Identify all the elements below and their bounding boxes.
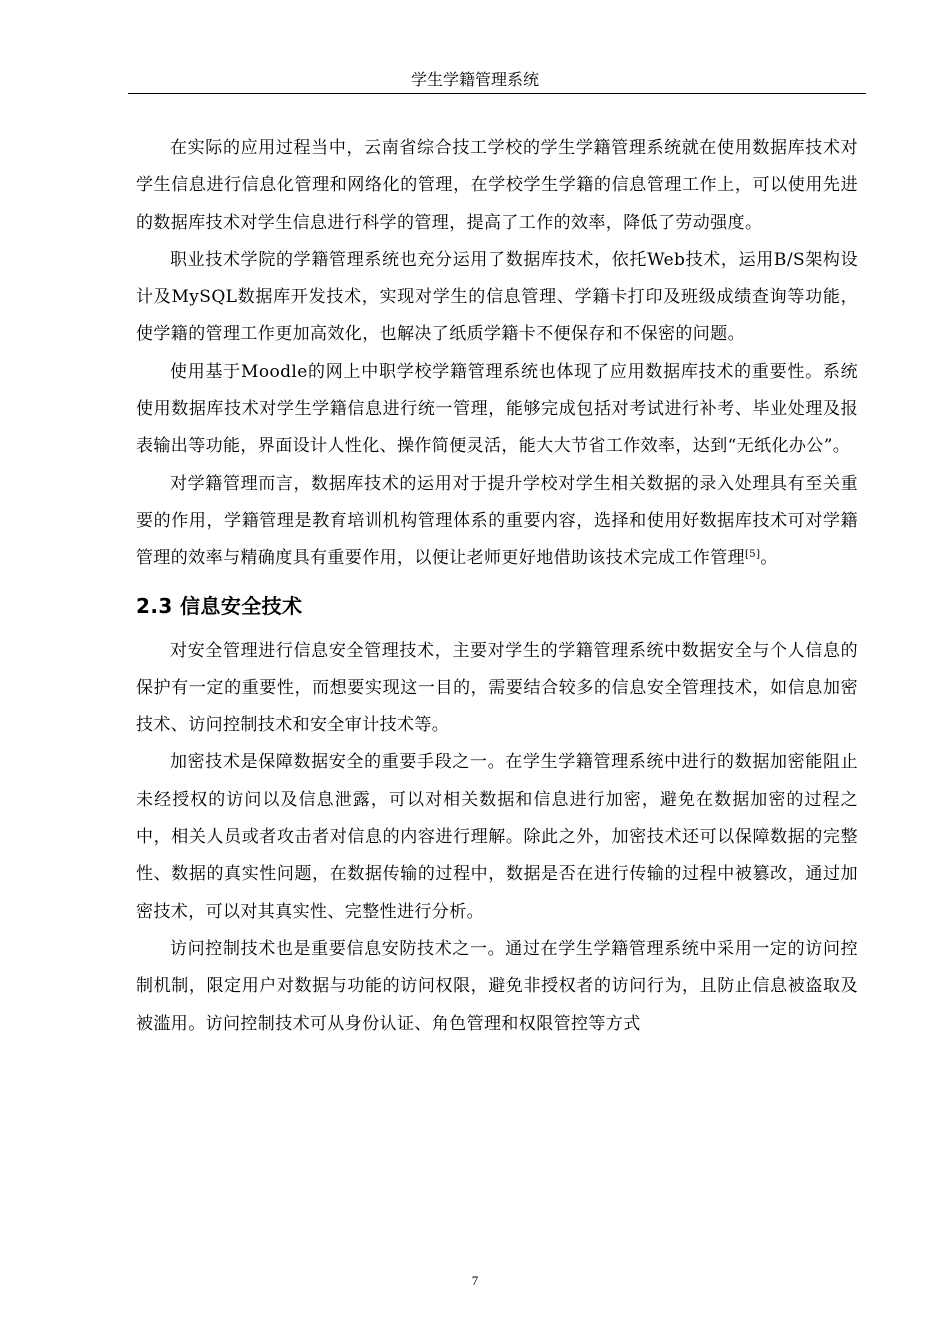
section-number: 2.3: [136, 593, 173, 618]
body-paragraph: 加密技术是保障数据安全的重要手段之一。在学生学籍管理系统中进行的数据加密能阻止未经授权的访问以及信息泄露，可以对相关数据和信息进行加密，避免在数据加密的过程之中，相关人员或者攻击者对信息的内容进行理解。除此之外，加密技术还可以保障数据的完整性、数据的真实性问题，在数据传输的过程中，数据是否在进行传输的过程中被篡改，通过加密技术，可以对其真实性、完整性进行分析。: [136, 752, 858, 922]
page-body: [136, 130, 858, 1043]
citation-ref: [5]: [745, 549, 761, 561]
section-heading: [136, 586, 858, 626]
running-header-title: 学生学籍管理系统: [410, 70, 539, 89]
body-paragraph: 访问控制技术也是重要信息安防技术之一。通过在学生学籍管理系统中采用一定的访问控制机制，限定用户对数据与功能的访问权限，避免非授权者的访问行为，且防止信息被盗取及被滥用。访问控制技术可从身份认证、角色管理和权限管控等方式: [136, 938, 858, 1034]
section-title: 信息安全技术: [180, 593, 303, 618]
body-paragraph: 职业技术学院的学籍管理系统也充分运用了数据库技术，依托Web技术，运用B/S架构设计及MySQL数据库开发技术，实现对学生的信息管理、学籍卡打印及班级成绩查询等功能，使学籍的管理工作更加高效化，也解决了纸质学籍卡不便保存和不保密的问题。: [136, 249, 858, 345]
paragraph-text: 对学籍管理而言，数据库技术的运用对于提升学校对学生相关数据的录入处理具有至关重要的作用，学籍管理是教育培训机构管理体系的重要内容，选择和使用好数据库技术可对学籍管理的效率与精确度具有重要作用，以便让老师更好地借助该技术完成工作管理: [136, 473, 858, 569]
body-paragraph: 对安全管理进行信息安全管理技术，主要对学生的学籍管理系统中数据安全与个人信息的保护有一定的重要性，而想要实现这一目的，需要结合较多的信息安全管理技术，如信息加密技术、访问控制技术和安全审计技术等。: [136, 640, 858, 736]
body-paragraph: [136, 466, 858, 578]
body-paragraph: 在实际的应用过程当中，云南省综合技工学校的学生学籍管理系统就在使用数据库技术对学生信息进行信息化管理和网络化的管理，在学校学生学籍的信息管理工作上，可以使用先进的数据库技术对学生信息进行科学的管理，提高了工作的效率，降低了劳动强度。: [136, 138, 858, 233]
page-number: 7: [471, 1273, 479, 1288]
paragraph-tail: 。: [760, 548, 778, 569]
header-divider: [128, 93, 866, 94]
body-paragraph: 使用基于Moodle的网上中职学校学籍管理系统也体现了应用数据库技术的重要性。系统使用数据库技术对学生学籍信息进行统一管理，能够完成包括对考试进行补考、毕业处理及报表输出等功能，界面设计人性化、操作简便灵活，能大大节省工作效率，达到“无纸化办公”。: [136, 361, 858, 457]
